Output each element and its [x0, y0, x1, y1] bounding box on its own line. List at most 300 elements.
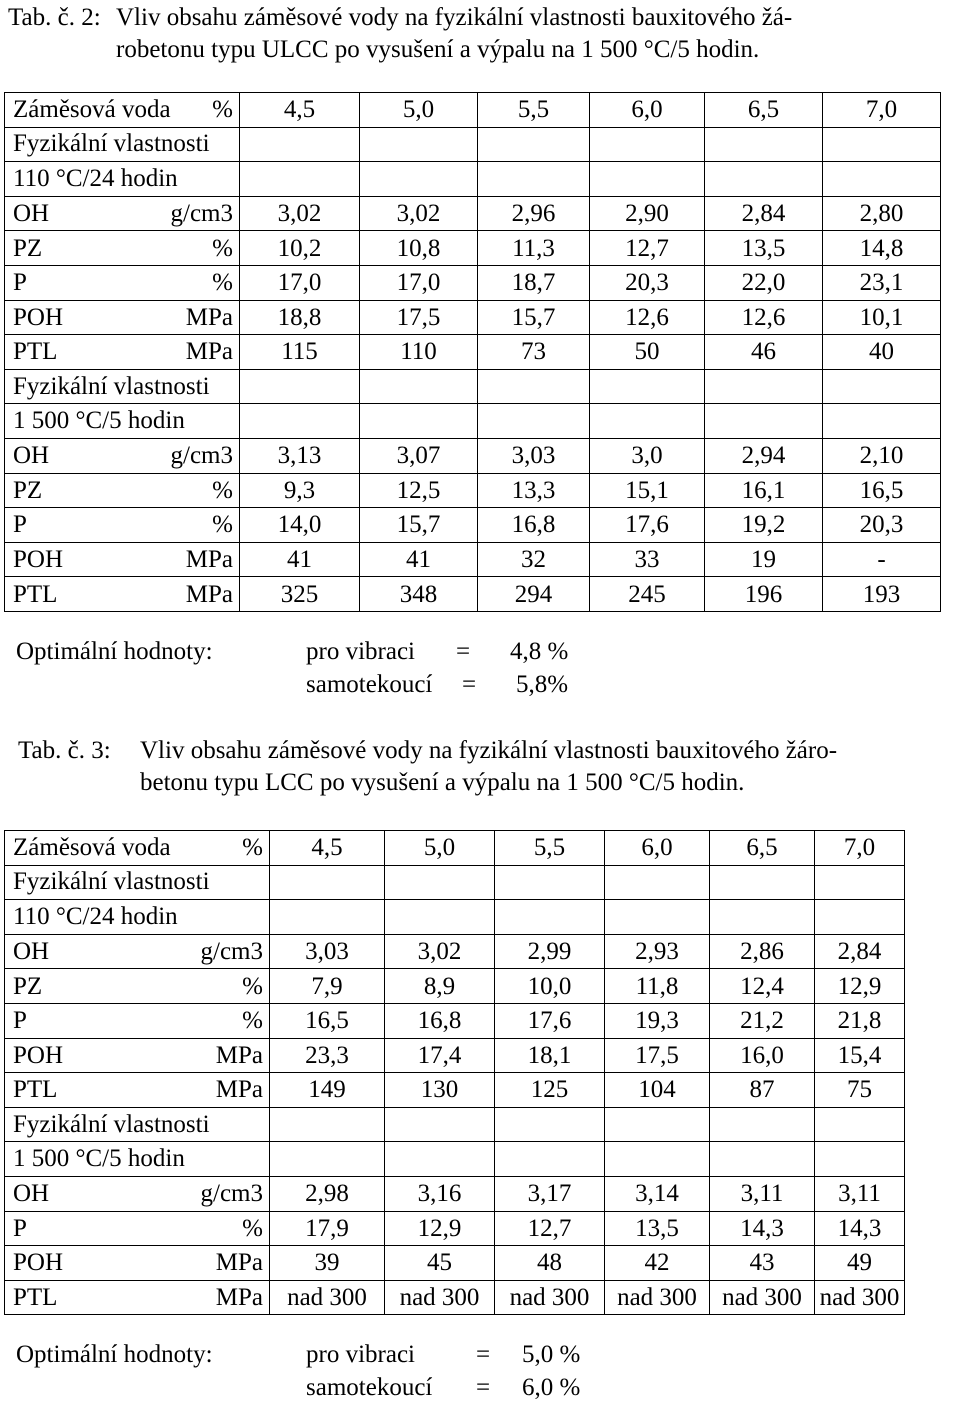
table-3-optimal-values — [16, 1338, 636, 1404]
empty-cell — [385, 1142, 495, 1177]
table-row — [5, 438, 941, 473]
value-cell: 49 — [815, 1246, 905, 1281]
property-label-cell — [5, 934, 270, 969]
value-cell: 17,4 — [385, 1038, 495, 1073]
table-row — [5, 473, 941, 508]
value-cell: 3,03 — [478, 438, 590, 473]
value-cell: 41 — [360, 542, 478, 577]
header-value: 6,5 — [705, 93, 823, 128]
empty-cell — [823, 369, 941, 404]
value-cell: 348 — [360, 577, 478, 612]
empty-cell — [495, 1142, 605, 1177]
property-label — [5, 1246, 269, 1279]
value-cell: 13,3 — [478, 473, 590, 508]
empty-cell — [823, 404, 941, 439]
property-label-cell — [5, 969, 270, 1004]
vibration-label: pro vibraci — [306, 1341, 415, 1368]
empty-cell — [495, 900, 605, 935]
property-label-cell — [5, 1246, 270, 1281]
property-label — [5, 1177, 269, 1210]
value-cell: 7,9 — [270, 969, 385, 1004]
header-value: 6,0 — [605, 831, 710, 866]
empty-cell — [240, 404, 360, 439]
value-cell: 2,93 — [605, 934, 710, 969]
value-cell: 2,84 — [815, 934, 905, 969]
value-cell: 16,8 — [478, 508, 590, 543]
empty-cell — [360, 162, 478, 197]
property-label — [5, 1039, 269, 1072]
value-cell: 73 — [478, 335, 590, 370]
table-2-caption — [8, 2, 948, 66]
value-cell: nad 300 — [815, 1280, 905, 1315]
property-unit: g/cm3 — [170, 200, 233, 228]
table-row — [5, 300, 941, 335]
property-unit: g/cm3 — [200, 1180, 263, 1208]
value-cell: 149 — [270, 1073, 385, 1108]
empty-cell — [360, 127, 478, 162]
header-value: 4,5 — [240, 93, 360, 128]
empty-cell — [605, 865, 710, 900]
empty-cell — [478, 369, 590, 404]
section-title: Fyzikální vlastnosti — [5, 369, 240, 404]
value-cell: 19 — [705, 542, 823, 577]
property-label-cell — [5, 473, 240, 508]
value-cell: 3,11 — [815, 1176, 905, 1211]
property-unit: % — [212, 476, 233, 504]
section-title: 110 °C/24 hodin — [5, 900, 270, 935]
property-unit: % — [242, 1214, 263, 1242]
property-label — [5, 266, 239, 299]
table-row — [5, 1211, 905, 1246]
property-label — [5, 474, 239, 507]
empty-cell — [240, 369, 360, 404]
empty-cell — [270, 900, 385, 935]
table-row — [5, 577, 941, 612]
value-cell: 3,0 — [590, 438, 705, 473]
property-label-cell — [5, 265, 240, 300]
empty-cell — [240, 162, 360, 197]
table-row — [5, 934, 905, 969]
value-cell: 3,07 — [360, 438, 478, 473]
property-name: OH — [13, 1180, 50, 1208]
empty-cell — [590, 162, 705, 197]
property-name: PTL — [13, 580, 58, 608]
value-cell: 17,0 — [360, 265, 478, 300]
property-label-cell — [5, 438, 240, 473]
section-title: Fyzikální vlastnosti — [5, 865, 270, 900]
value-cell: 245 — [590, 577, 705, 612]
value-cell: 15,1 — [590, 473, 705, 508]
property-label-cell — [5, 1003, 270, 1038]
value-cell: 18,1 — [495, 1038, 605, 1073]
value-cell: 39 — [270, 1246, 385, 1281]
empty-cell — [705, 404, 823, 439]
property-unit: MPa — [215, 1041, 263, 1069]
value-cell: 43 — [710, 1246, 815, 1281]
property-name: P — [13, 511, 27, 539]
value-cell: 11,3 — [478, 231, 590, 266]
header-value: 7,0 — [815, 831, 905, 866]
property-name: POH — [13, 1249, 64, 1277]
empty-cell — [478, 404, 590, 439]
table-row — [5, 1038, 905, 1073]
property-name: P — [13, 1214, 27, 1242]
value-cell: 21,8 — [815, 1003, 905, 1038]
section-title: 110 °C/24 hodin — [5, 162, 240, 197]
header-name: Záměsová voda — [13, 96, 171, 124]
value-cell: 3,02 — [385, 934, 495, 969]
value-cell: 17,5 — [605, 1038, 710, 1073]
value-cell: 19,3 — [605, 1003, 710, 1038]
section-title-row — [5, 865, 905, 900]
value-cell: 12,6 — [705, 300, 823, 335]
value-cell: 104 — [605, 1073, 710, 1108]
value-cell: 110 — [360, 335, 478, 370]
value-cell: 16,0 — [710, 1038, 815, 1073]
section-title-row — [5, 900, 905, 935]
property-unit: % — [242, 972, 263, 1000]
table-2 — [4, 92, 941, 612]
value-cell: 50 — [590, 335, 705, 370]
header-unit: % — [212, 96, 233, 124]
section-title-row — [5, 369, 941, 404]
empty-cell — [478, 127, 590, 162]
property-label — [5, 301, 239, 334]
value-cell: 17,6 — [590, 508, 705, 543]
property-name: PTL — [13, 338, 58, 366]
value-cell: 10,2 — [240, 231, 360, 266]
empty-cell — [815, 1107, 905, 1142]
table-row — [5, 265, 941, 300]
empty-cell — [478, 162, 590, 197]
empty-cell — [705, 369, 823, 404]
header-value: 5,0 — [385, 831, 495, 866]
value-cell: 13,5 — [605, 1211, 710, 1246]
optimal-label: Optimální hodnoty: — [16, 638, 213, 665]
value-cell: 21,2 — [710, 1003, 815, 1038]
empty-cell — [605, 1142, 710, 1177]
property-unit: g/cm3 — [200, 938, 263, 966]
empty-cell — [823, 127, 941, 162]
value-cell: 41 — [240, 542, 360, 577]
property-label — [5, 508, 239, 541]
header-name: Záměsová voda — [13, 834, 171, 862]
property-label — [5, 1073, 269, 1106]
value-cell: 2,99 — [495, 934, 605, 969]
value-cell: 2,90 — [590, 196, 705, 231]
value-cell: 2,98 — [270, 1176, 385, 1211]
property-label — [5, 935, 269, 968]
value-cell: 18,8 — [240, 300, 360, 335]
empty-cell — [385, 900, 495, 935]
property-label-cell — [5, 1211, 270, 1246]
empty-cell — [705, 127, 823, 162]
value-cell: 15,4 — [815, 1038, 905, 1073]
value-cell: - — [823, 542, 941, 577]
header-value: 5,0 — [360, 93, 478, 128]
value-cell: 12,9 — [385, 1211, 495, 1246]
property-name: OH — [13, 442, 50, 470]
empty-cell — [270, 865, 385, 900]
property-label — [5, 543, 239, 576]
value-cell: 3,02 — [240, 196, 360, 231]
value-cell: 40 — [823, 335, 941, 370]
value-cell: 46 — [705, 335, 823, 370]
value-cell: 12,5 — [360, 473, 478, 508]
header-label-cell — [5, 93, 240, 128]
empty-cell — [710, 1107, 815, 1142]
value-cell: 9,3 — [240, 473, 360, 508]
value-cell: 16,5 — [270, 1003, 385, 1038]
table-row — [5, 1246, 905, 1281]
property-label-cell — [5, 196, 240, 231]
property-label-cell — [5, 1280, 270, 1315]
property-label-cell — [5, 577, 240, 612]
table-2-optimal-values — [16, 635, 636, 701]
value-cell: 20,3 — [823, 508, 941, 543]
empty-cell — [705, 162, 823, 197]
value-cell: 15,7 — [478, 300, 590, 335]
value-cell: 14,3 — [710, 1211, 815, 1246]
property-label — [5, 439, 239, 472]
value-cell: 87 — [710, 1073, 815, 1108]
empty-cell — [815, 1142, 905, 1177]
property-label — [5, 335, 239, 368]
value-cell: 12,4 — [710, 969, 815, 1004]
property-unit: MPa — [185, 546, 233, 574]
value-cell: 18,7 — [478, 265, 590, 300]
selfflow-equals: = — [476, 1374, 491, 1401]
vibration-equals: = — [456, 638, 471, 665]
value-cell: 196 — [705, 577, 823, 612]
value-cell: 115 — [240, 335, 360, 370]
property-label-cell — [5, 300, 240, 335]
property-label — [5, 232, 239, 265]
section-title: Fyzikální vlastnosti — [5, 127, 240, 162]
property-label-cell — [5, 1176, 270, 1211]
section-title: Fyzikální vlastnosti — [5, 1107, 270, 1142]
value-cell: 2,80 — [823, 196, 941, 231]
table-row — [5, 1003, 905, 1038]
section-title-row — [5, 162, 941, 197]
header-value: 7,0 — [823, 93, 941, 128]
empty-cell — [710, 865, 815, 900]
header-label-cell — [5, 831, 270, 866]
value-cell: nad 300 — [605, 1280, 710, 1315]
empty-cell — [710, 900, 815, 935]
section-title: 1 500 °C/5 hodin — [5, 1142, 270, 1177]
value-cell: 3,17 — [495, 1176, 605, 1211]
vibration-value: 4,8 % — [510, 638, 569, 665]
property-label — [5, 1212, 269, 1245]
header-value: 6,0 — [590, 93, 705, 128]
value-cell: 3,11 — [710, 1176, 815, 1211]
value-cell: 15,7 — [360, 508, 478, 543]
vibration-value: 5,0 % — [522, 1341, 581, 1368]
value-cell: 3,03 — [270, 934, 385, 969]
value-cell: 10,1 — [823, 300, 941, 335]
selfflow-equals: = — [462, 671, 477, 698]
selfflow-value: 6,0 % — [522, 1374, 581, 1401]
value-cell: 17,0 — [240, 265, 360, 300]
property-label-cell — [5, 335, 240, 370]
empty-cell — [815, 865, 905, 900]
table-3-caption-label: Tab. č. 3: — [18, 737, 111, 764]
property-label — [5, 578, 239, 611]
value-cell: nad 300 — [385, 1280, 495, 1315]
value-cell: 2,96 — [478, 196, 590, 231]
value-cell: 45 — [385, 1246, 495, 1281]
table-row — [5, 335, 941, 370]
property-name: POH — [13, 546, 64, 574]
table-row — [5, 1280, 905, 1315]
header-value: 5,5 — [478, 93, 590, 128]
value-cell: 17,9 — [270, 1211, 385, 1246]
table-row — [5, 1176, 905, 1211]
table-row — [5, 542, 941, 577]
property-unit: MPa — [215, 1284, 263, 1312]
value-cell: nad 300 — [270, 1280, 385, 1315]
table-2-caption-line1: Vliv obsahu záměsové vody na fyzikální vlastnosti bauxitového žá- — [116, 4, 793, 31]
empty-cell — [240, 127, 360, 162]
vibration-equals: = — [476, 1341, 491, 1368]
value-cell: 20,3 — [590, 265, 705, 300]
value-cell: 10,0 — [495, 969, 605, 1004]
header-unit: % — [242, 834, 263, 862]
value-cell: 33 — [590, 542, 705, 577]
property-label-cell — [5, 508, 240, 543]
property-name: POH — [13, 303, 64, 331]
value-cell: 42 — [605, 1246, 710, 1281]
empty-cell — [385, 865, 495, 900]
header-row — [5, 93, 941, 128]
value-cell: 16,8 — [385, 1003, 495, 1038]
empty-cell — [815, 900, 905, 935]
selfflow-label: samotekoucí — [306, 671, 433, 698]
value-cell: 22,0 — [705, 265, 823, 300]
value-cell: 12,7 — [495, 1211, 605, 1246]
optimal-label: Optimální hodnoty: — [16, 1341, 213, 1368]
empty-cell — [360, 404, 478, 439]
value-cell: 11,8 — [605, 969, 710, 1004]
empty-cell — [590, 404, 705, 439]
property-name: OH — [13, 938, 50, 966]
property-name: P — [13, 269, 27, 297]
empty-cell — [495, 1107, 605, 1142]
property-label — [5, 197, 239, 230]
property-label-cell — [5, 1038, 270, 1073]
property-unit: MPa — [215, 1076, 263, 1104]
empty-cell — [605, 1107, 710, 1142]
property-name: PZ — [13, 234, 43, 262]
value-cell: 14,0 — [240, 508, 360, 543]
header-value: 6,5 — [710, 831, 815, 866]
value-cell: 12,6 — [590, 300, 705, 335]
table-3-caption-line2: betonu typu LCC po vysušení a výpalu na 1 500 °C/5 hodin. — [140, 769, 745, 796]
table-row — [5, 1073, 905, 1108]
property-name: PTL — [13, 1284, 58, 1312]
property-label-cell — [5, 231, 240, 266]
value-cell: 12,9 — [815, 969, 905, 1004]
selfflow-value: 5,8% — [516, 671, 569, 698]
empty-cell — [823, 162, 941, 197]
table-3 — [4, 830, 905, 1315]
value-cell: 14,3 — [815, 1211, 905, 1246]
table-3-caption-line1: Vliv obsahu záměsové vody na fyzikální vlastnosti bauxitového žáro- — [140, 737, 838, 764]
value-cell: 14,8 — [823, 231, 941, 266]
property-unit: MPa — [185, 580, 233, 608]
header-value: 4,5 — [270, 831, 385, 866]
property-name: OH — [13, 200, 50, 228]
property-unit: % — [242, 1007, 263, 1035]
property-unit: MPa — [215, 1249, 263, 1277]
header-label — [5, 93, 239, 126]
empty-cell — [590, 369, 705, 404]
value-cell: 23,1 — [823, 265, 941, 300]
table-2-caption-label: Tab. č. 2: — [8, 4, 101, 31]
value-cell: 23,3 — [270, 1038, 385, 1073]
table-2-caption-line2: robetonu typu ULCC po vysušení a výpalu na 1 500 °C/5 hodin. — [116, 36, 760, 63]
property-label — [5, 1281, 269, 1314]
empty-cell — [495, 865, 605, 900]
header-label — [5, 831, 269, 864]
value-cell: 17,6 — [495, 1003, 605, 1038]
table-row — [5, 231, 941, 266]
value-cell: 294 — [478, 577, 590, 612]
table-row — [5, 196, 941, 231]
empty-cell — [385, 1107, 495, 1142]
empty-cell — [605, 900, 710, 935]
value-cell: 32 — [478, 542, 590, 577]
property-unit: g/cm3 — [170, 442, 233, 470]
value-cell: 75 — [815, 1073, 905, 1108]
value-cell: nad 300 — [495, 1280, 605, 1315]
value-cell: 16,5 — [823, 473, 941, 508]
property-name: PZ — [13, 972, 43, 1000]
section-title: 1 500 °C/5 hodin — [5, 404, 240, 439]
property-label-cell — [5, 1073, 270, 1108]
table-3-caption — [18, 735, 948, 799]
value-cell: 2,10 — [823, 438, 941, 473]
value-cell: 12,7 — [590, 231, 705, 266]
value-cell: 8,9 — [385, 969, 495, 1004]
property-name: PZ — [13, 476, 43, 504]
header-row — [5, 831, 905, 866]
value-cell: nad 300 — [710, 1280, 815, 1315]
vibration-label: pro vibraci — [306, 638, 415, 665]
value-cell: 48 — [495, 1246, 605, 1281]
value-cell: 19,2 — [705, 508, 823, 543]
empty-cell — [710, 1142, 815, 1177]
value-cell: 125 — [495, 1073, 605, 1108]
value-cell: 2,84 — [705, 196, 823, 231]
section-title-row — [5, 127, 941, 162]
selfflow-label: samotekoucí — [306, 1374, 433, 1401]
table-row — [5, 508, 941, 543]
empty-cell — [270, 1107, 385, 1142]
property-unit: % — [212, 511, 233, 539]
value-cell: 17,5 — [360, 300, 478, 335]
property-unit: % — [212, 234, 233, 262]
value-cell: 10,8 — [360, 231, 478, 266]
table-row — [5, 969, 905, 1004]
value-cell: 2,94 — [705, 438, 823, 473]
value-cell: 2,86 — [710, 934, 815, 969]
property-unit: MPa — [185, 338, 233, 366]
property-label — [5, 970, 269, 1003]
value-cell: 325 — [240, 577, 360, 612]
empty-cell — [270, 1142, 385, 1177]
